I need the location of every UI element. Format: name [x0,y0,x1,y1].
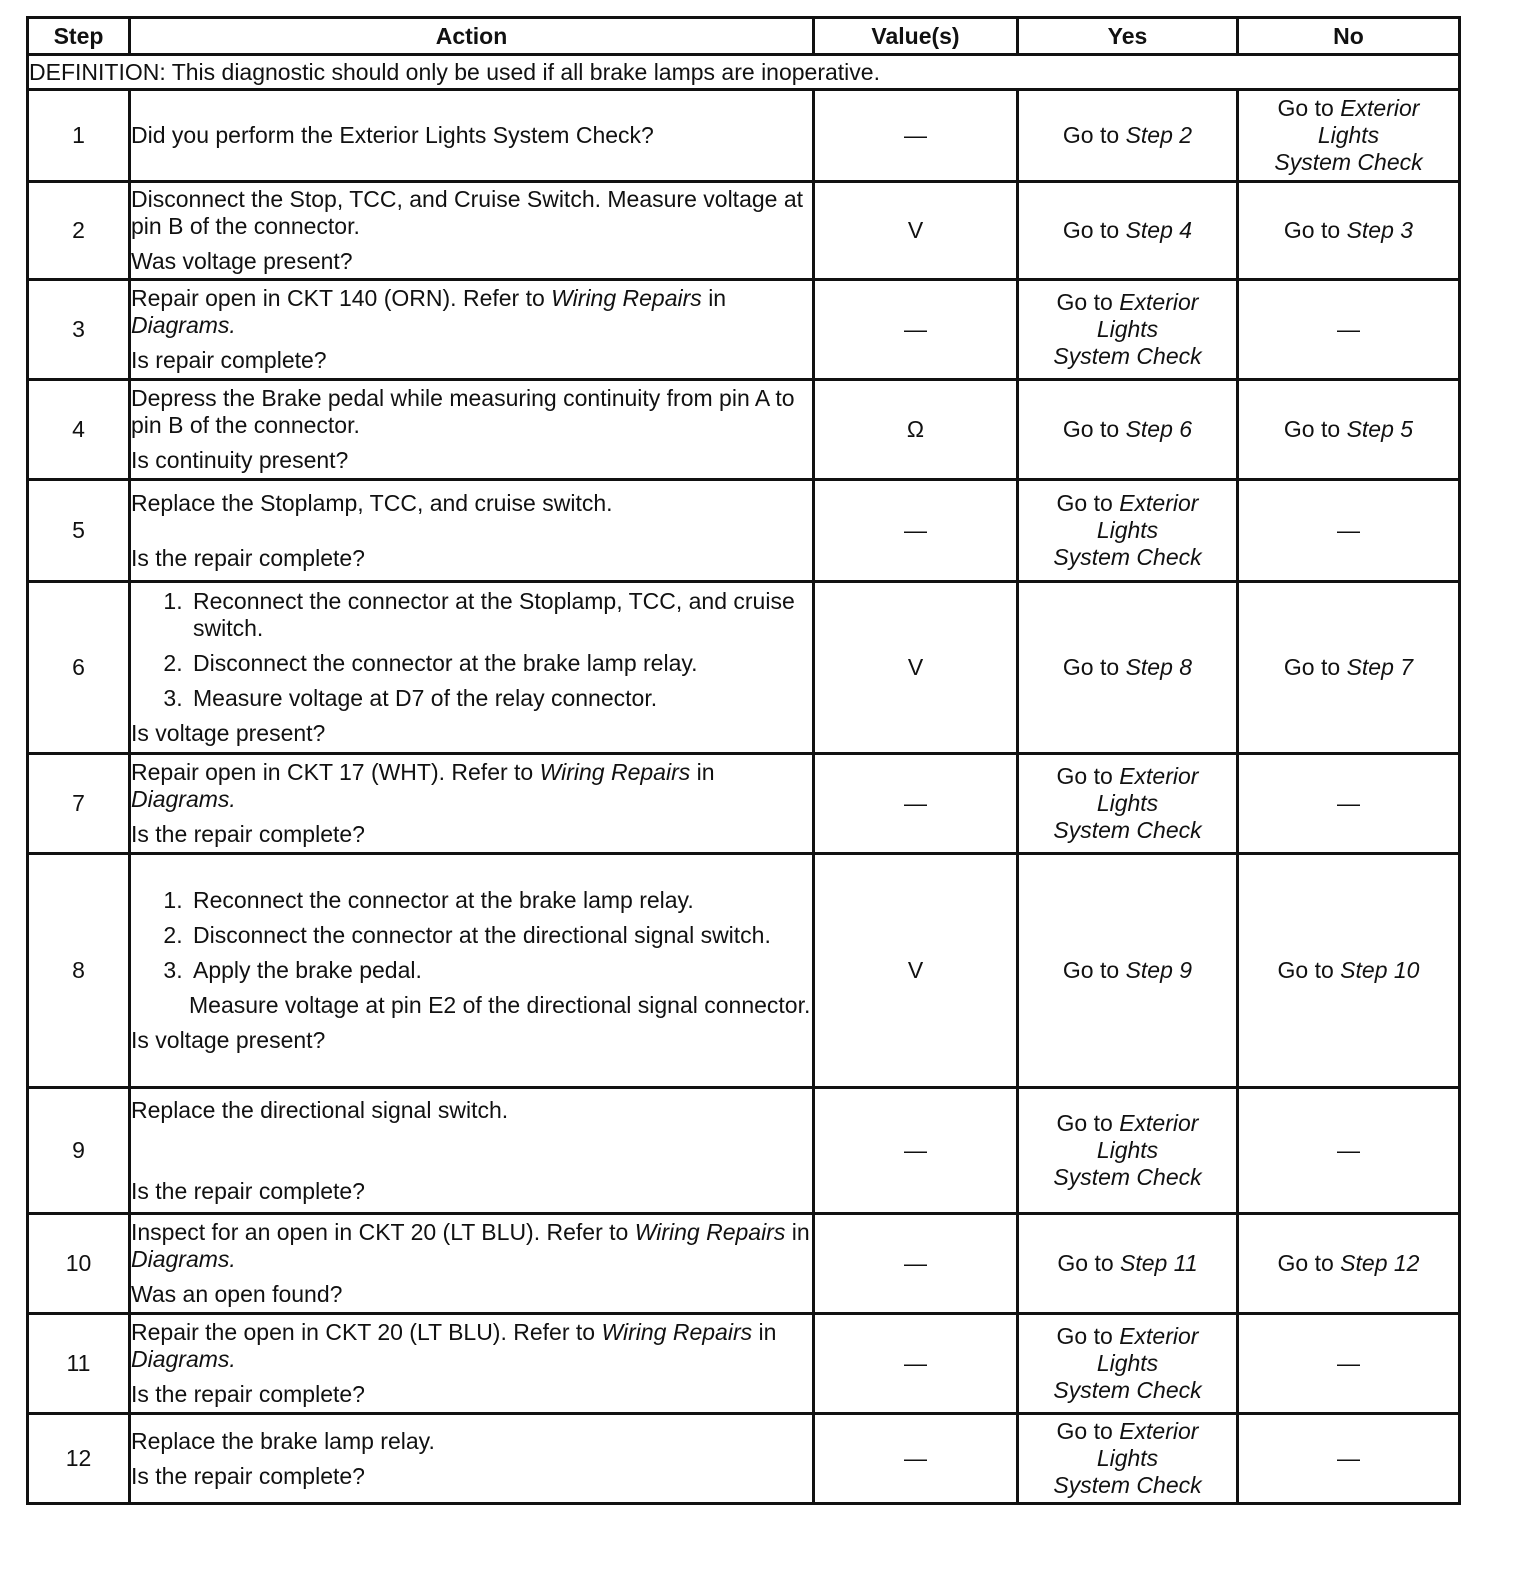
action-cell [130,854,814,1088]
no-cell [1238,182,1460,280]
exterior-label: Exterior [1119,490,1199,516]
action-cell [130,280,814,380]
definition-row [28,55,1460,90]
value-cell: — [814,1414,1018,1504]
value-cell: — [814,480,1018,582]
no-cell: — [1238,1414,1460,1504]
list-item: 2. Disconnect the connector at the directional signal switch. [189,922,812,949]
header-step: Step [28,18,130,55]
no-target: Step 5 [1346,416,1414,442]
no-target: Step 10 [1340,957,1420,983]
table-row [28,1088,1460,1214]
no-target-line1 [1239,95,1458,122]
action-question: Is the repair complete? [131,821,365,847]
step-number: 2 [28,182,130,280]
value-cell: Ω [814,380,1018,480]
lights-label: Lights [1096,790,1159,816]
value-cell: — [814,280,1018,380]
definition-text: DEFINITION: This diagnostic should only be used if all brake lamps are inoperative. [28,55,1460,90]
action-text: Repair open in CKT 140 (ORN). Refer to Wiring Repairs in Diagrams. [131,285,727,338]
value-cell: — [814,754,1018,854]
table-row [28,582,1460,754]
go-to-label: Go to [1056,1323,1113,1349]
go-to-label: Go to [1062,122,1120,148]
header-action: Action [130,18,814,55]
yes-cell [1018,182,1238,280]
value-cell: — [814,1214,1018,1314]
step-number: 9 [28,1088,130,1214]
step-number: 10 [28,1214,130,1314]
yes-cell [1018,280,1238,380]
action-cell [130,182,814,280]
action-text: Depress the Brake pedal while measuring continuity from pin A to pin B of the connector. [131,385,795,438]
action-text: Repair open in CKT 17 (WHT). Refer to Wiring Repairs in Diagrams. [131,759,715,812]
action-question: Is voltage present? [131,1027,326,1053]
no-cell: — [1238,1314,1460,1414]
yes-cell [1018,582,1238,754]
table-row [28,90,1460,182]
step-number: 5 [28,480,130,582]
value-cell: — [814,1088,1018,1214]
lights-label: Lights [1096,1350,1159,1376]
lights-label: Lights [1096,1137,1159,1163]
lights-label: Lights [1096,1445,1159,1471]
value-cell: V [814,582,1018,754]
table-row [28,380,1460,480]
no-cell: — [1238,280,1460,380]
action-text: Replace the directional signal switch. [131,1096,509,1123]
action-cell [130,1414,814,1504]
action-cell [130,380,814,480]
yes-cell [1018,380,1238,480]
step-number: 8 [28,854,130,1088]
value-cell: — [814,90,1018,182]
action-question: Is the repair complete? [131,1177,365,1204]
table-row [28,480,1460,582]
exterior-label: Exterior [1119,1110,1199,1136]
lights-label: Lights [1096,316,1159,342]
go-to-label: Go to [1277,95,1334,121]
yes-target: Step 6 [1125,416,1193,442]
value-cell: V [814,854,1018,1088]
action-cell [130,480,814,582]
exterior-label: Exterior [1119,763,1199,789]
step-number: 3 [28,280,130,380]
list-item: 3. Measure voltage at D7 of the relay connector. [189,685,812,712]
action-steps-list [131,887,812,984]
go-to-label: Go to [1277,1250,1334,1276]
go-to-label: Go to [1056,1110,1113,1136]
yes-target: Step 2 [1125,122,1193,148]
action-question: Is continuity present? [131,447,349,473]
action-text: Replace the brake lamp relay. [131,1427,435,1454]
action-text: Replace the Stoplamp, TCC, and cruise switch. [131,489,613,516]
table-row [28,280,1460,380]
no-cell [1238,1214,1460,1314]
go-to-label: Go to [1057,1250,1114,1276]
step-number: 1 [28,90,130,182]
table-row [28,754,1460,854]
no-cell: — [1238,1088,1460,1214]
action-cell [130,1314,814,1414]
value-cell: — [814,1314,1018,1414]
yes-cell [1018,1088,1238,1214]
step-number: 6 [28,582,130,754]
yes-target: Step 8 [1125,654,1193,680]
step-number: 7 [28,754,130,854]
yes-cell [1018,480,1238,582]
no-cell [1238,380,1460,480]
system-check-label: System Check [1053,544,1202,570]
yes-cell [1018,854,1238,1088]
system-check-label: System Check [1053,1377,1202,1403]
action-cell [130,582,814,754]
list-item: 1. Reconnect the connector at the brake lamp relay. [189,887,812,914]
exterior-label: Exterior [1340,95,1420,121]
list-item: 3. Apply the brake pedal. [189,957,812,984]
no-cell: — [1238,480,1460,582]
action-cell [130,1088,814,1214]
list-item: 1. Reconnect the connector at the Stoplamp, TCC, and cruise switch. [189,588,812,642]
exterior-label: Exterior [1119,1323,1199,1349]
yes-cell [1018,1314,1238,1414]
header-row [28,18,1460,55]
action-question: Is repair complete? [131,347,327,373]
no-cell [1238,854,1460,1088]
header-no: No [1238,18,1460,55]
no-cell [1238,90,1460,182]
exterior-label: Exterior [1119,1418,1199,1444]
yes-cell [1018,90,1238,182]
yes-target: Step 11 [1120,1250,1198,1276]
system-check-label: System Check [1053,817,1202,843]
lights-label: Lights [1096,517,1159,543]
step-number: 12 [28,1414,130,1504]
yes-target: Step 9 [1125,957,1193,983]
action-question: Did you perform the Exterior Lights System Check? [131,122,654,148]
action-text: Disconnect the Stop, TCC, and Cruise Switch. Measure voltage at pin B of the connector. [131,186,804,239]
go-to-label: Go to [1056,490,1113,516]
action-extra: Measure voltage at pin E2 of the directional signal connector. [189,992,811,1018]
go-to-label: Go to [1062,416,1120,442]
table-row [28,1214,1460,1314]
table-row [28,1314,1460,1414]
action-question: Is the repair complete? [131,1462,365,1489]
lights-label: Lights [1317,122,1380,148]
diagnostic-table [26,16,1461,1505]
no-target: Step 7 [1346,654,1414,680]
go-to-label: Go to [1062,957,1120,983]
no-cell [1238,582,1460,754]
system-check-label: System Check [1274,149,1423,175]
go-to-label: Go to [1056,763,1113,789]
step-number: 4 [28,380,130,480]
action-question: Was an open found? [131,1281,343,1307]
table-row [28,182,1460,280]
system-check-label: System Check [1053,1164,1202,1190]
action-question: Is the repair complete? [131,1381,365,1407]
table-row [28,1414,1460,1504]
table-row [28,854,1460,1088]
action-question: Is voltage present? [131,720,326,746]
no-cell: — [1238,754,1460,854]
header-values: Value(s) [814,18,1018,55]
go-to-label: Go to [1062,217,1120,243]
action-cell [130,1214,814,1314]
go-to-label: Go to [1056,1418,1113,1444]
value-cell: V [814,182,1018,280]
action-cell [130,90,814,182]
no-target: Step 3 [1346,217,1414,243]
list-item: 2. Disconnect the connector at the brake lamp relay. [189,650,812,677]
go-to-label: Go to [1062,654,1120,680]
go-to-label: Go to [1283,654,1341,680]
system-check-label: System Check [1053,343,1202,369]
go-to-label: Go to [1056,289,1113,315]
action-cell [130,754,814,854]
action-steps-list [131,588,812,712]
step-number: 11 [28,1314,130,1414]
action-text: Inspect for an open in CKT 20 (LT BLU). Refer to Wiring Repairs in Diagrams. [131,1219,810,1272]
yes-cell [1018,1414,1238,1504]
go-to-label: Go to [1277,957,1334,983]
action-question: Was voltage present? [131,248,353,274]
header-yes: Yes [1018,18,1238,55]
action-question: Is the repair complete? [131,544,365,571]
yes-target: Step 4 [1125,217,1193,243]
action-text: Repair the open in CKT 20 (LT BLU). Refer to Wiring Repairs in Diagrams. [131,1319,777,1372]
go-to-label: Go to [1283,217,1341,243]
exterior-label: Exterior [1119,289,1199,315]
yes-cell [1018,1214,1238,1314]
no-target: Step 12 [1340,1250,1420,1276]
system-check-label: System Check [1053,1472,1202,1498]
go-to-label: Go to [1283,416,1341,442]
yes-cell [1018,754,1238,854]
